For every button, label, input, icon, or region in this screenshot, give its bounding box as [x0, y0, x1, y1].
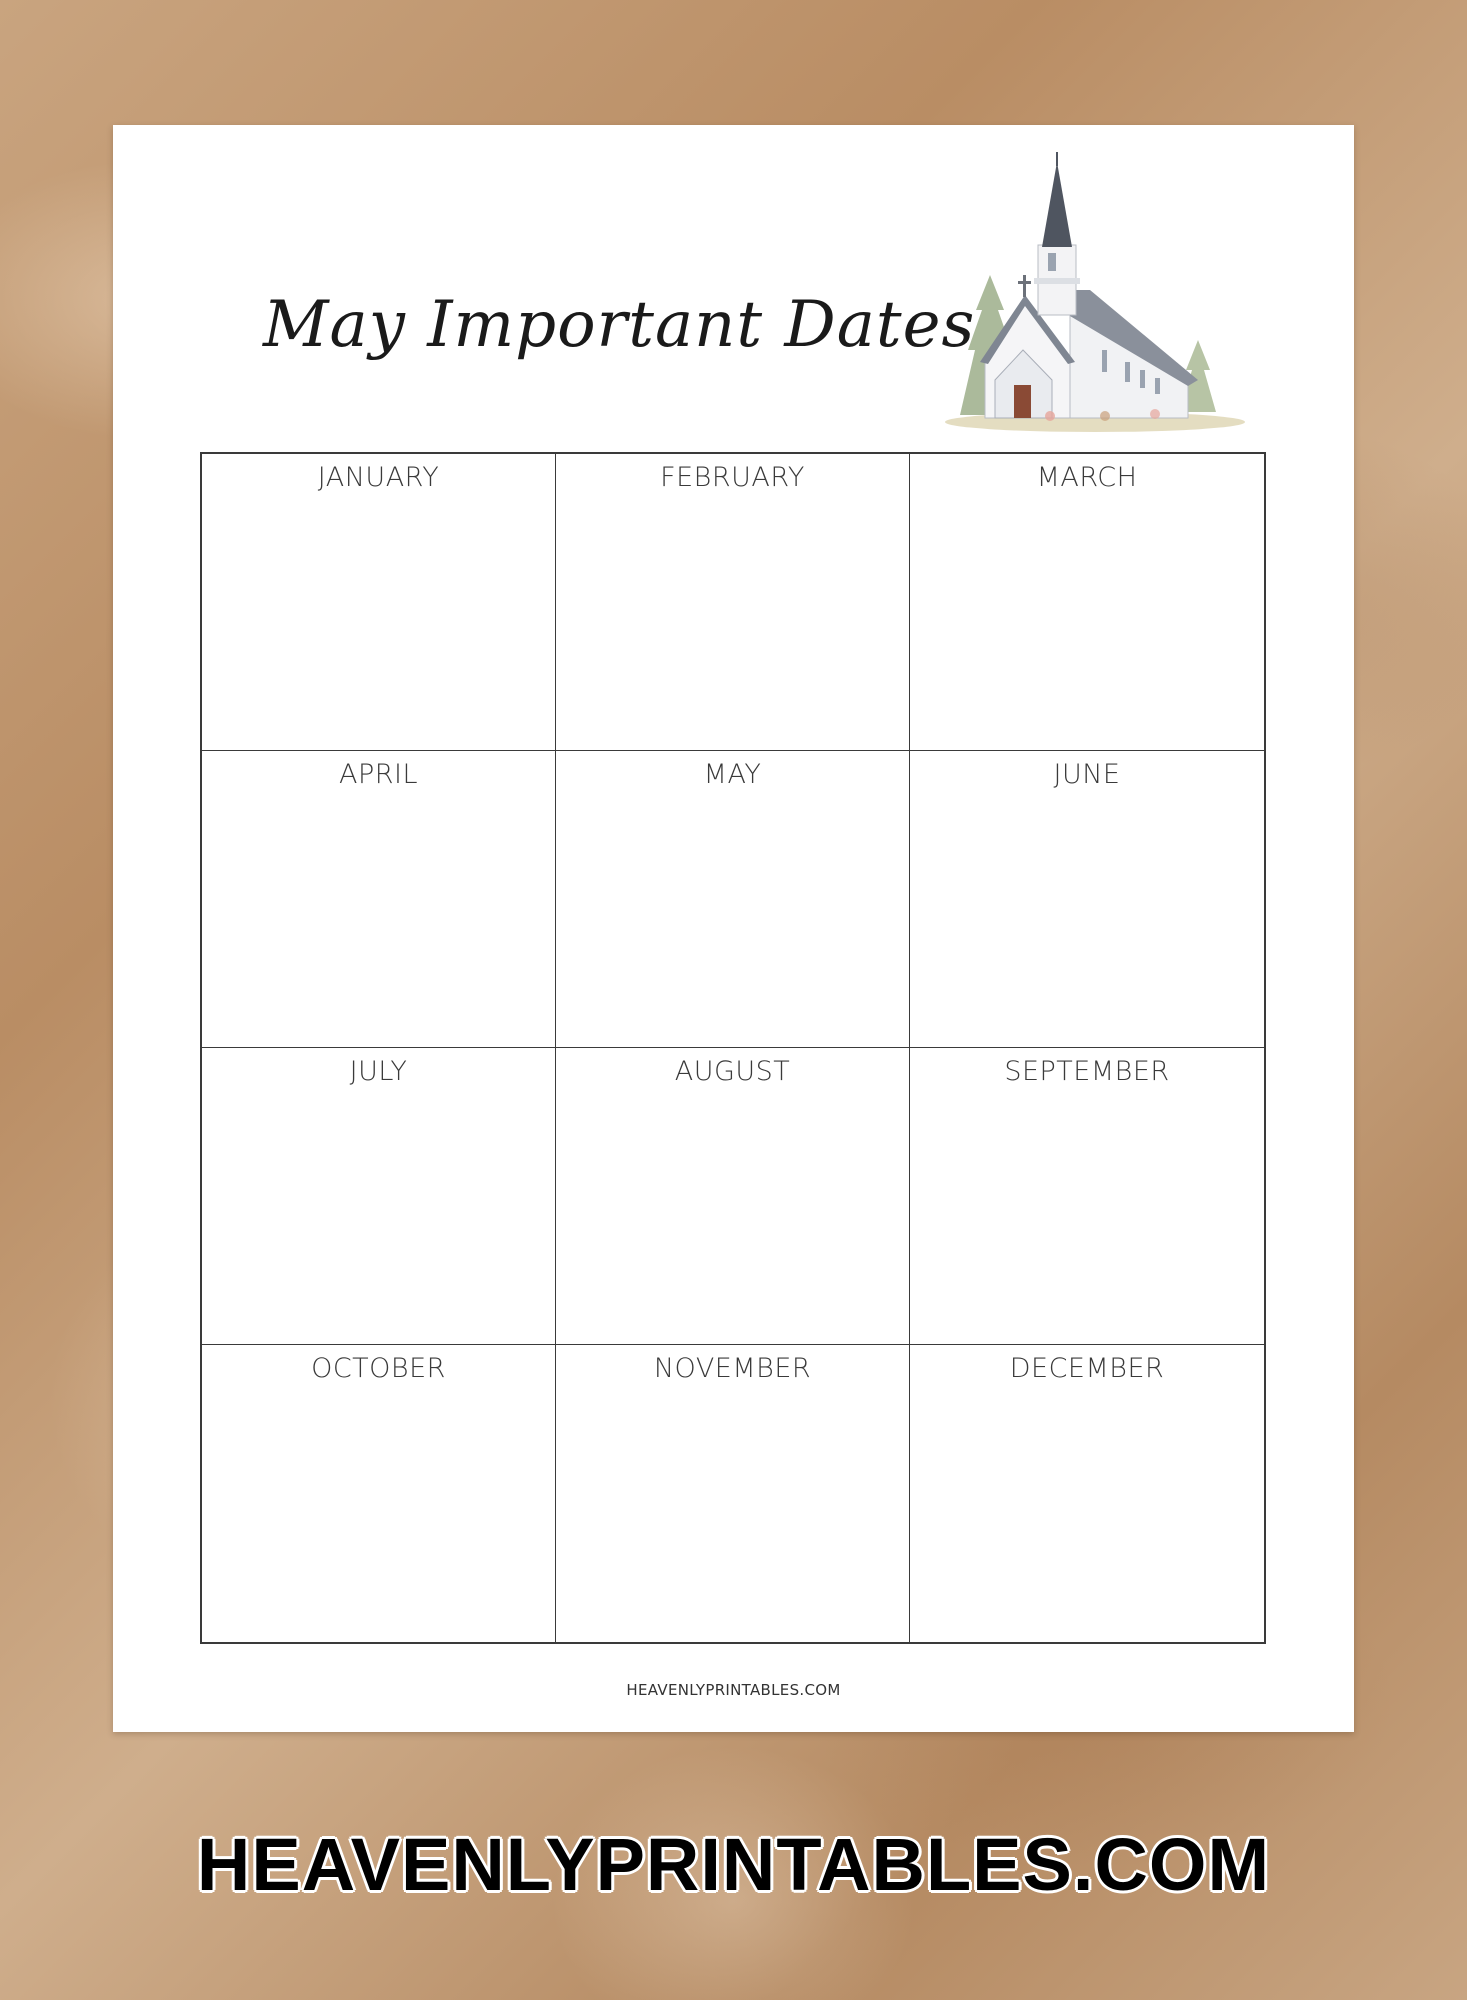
month-cell-october[interactable]	[202, 1345, 556, 1642]
month-cell-march[interactable]	[910, 454, 1264, 751]
month-label: SEPTEMBER	[1004, 1056, 1170, 1087]
month-label: DECEMBER	[1009, 1353, 1165, 1384]
page-title: May Important Dates	[263, 288, 976, 362]
month-cell-july[interactable]	[202, 1048, 556, 1345]
month-cell-september[interactable]	[910, 1048, 1264, 1345]
month-label: JULY	[349, 1056, 408, 1087]
month-label: JANUARY	[317, 462, 440, 493]
month-label: APRIL	[338, 759, 419, 790]
church-illustration-icon	[930, 150, 1250, 450]
site-banner: HEAVENLYPRINTABLES.COM	[196, 1823, 1271, 1906]
month-cell-august[interactable]	[556, 1048, 910, 1345]
month-cell-december[interactable]	[910, 1345, 1264, 1642]
month-label: AUGUST	[674, 1056, 791, 1087]
month-label: NOVEMBER	[653, 1353, 812, 1384]
printable-page	[113, 125, 1354, 1732]
month-cell-february[interactable]	[556, 454, 910, 751]
month-label: FEBRUARY	[660, 462, 805, 493]
page-footer-url: HEAVENLYPRINTABLES.COM	[626, 1681, 841, 1699]
month-cell-november[interactable]	[556, 1345, 910, 1642]
month-label: JUNE	[1053, 759, 1121, 790]
month-cell-may[interactable]	[556, 751, 910, 1048]
month-cell-june[interactable]	[910, 751, 1264, 1048]
months-grid	[200, 452, 1266, 1644]
month-label: MAY	[703, 759, 762, 790]
month-label: OCTOBER	[311, 1353, 446, 1384]
month-label: MARCH	[1036, 462, 1138, 493]
month-cell-april[interactable]	[202, 751, 556, 1048]
month-cell-january[interactable]	[202, 454, 556, 751]
